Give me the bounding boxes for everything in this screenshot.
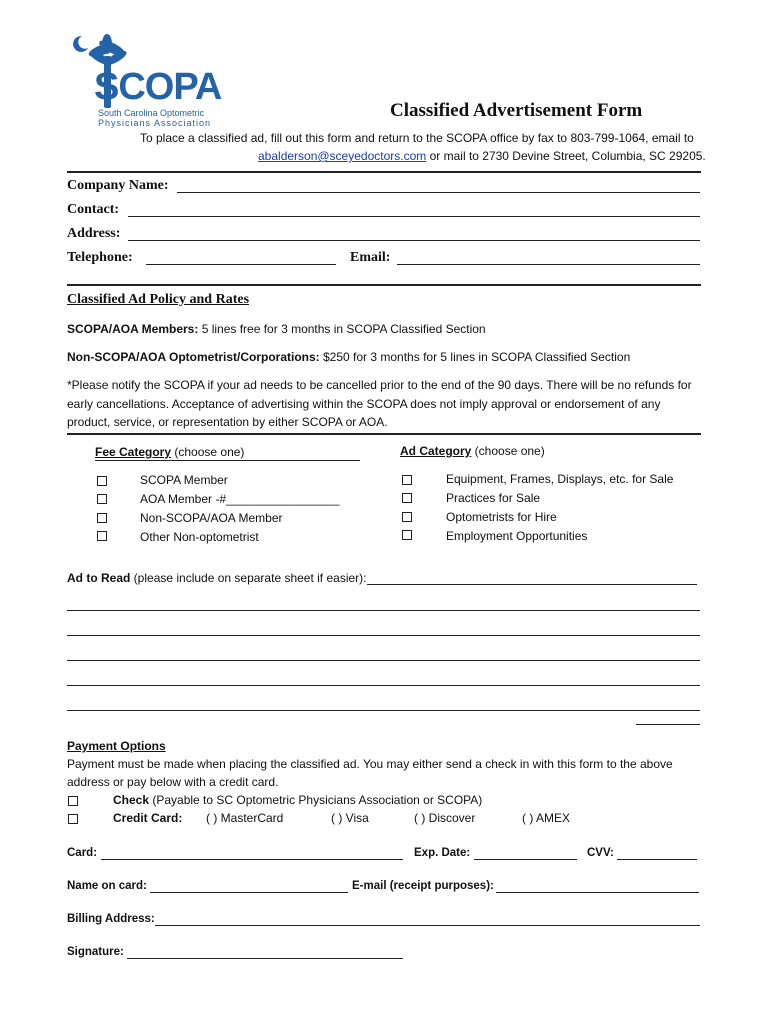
card-option-mastercard[interactable]: ( ) MasterCard [206, 811, 284, 825]
ad-text-line-2[interactable] [67, 635, 700, 636]
card-number-field[interactable] [101, 859, 403, 860]
fee-option-other: Other Non-optometrist [140, 530, 259, 544]
cvv-field[interactable] [617, 859, 697, 860]
company-name-field[interactable] [177, 192, 700, 193]
billing-address-field[interactable] [155, 925, 700, 926]
check-option [113, 793, 482, 807]
logo-acronym: SCOPA [94, 66, 222, 108]
fee-option-aoa: AOA Member -#_________________ [140, 492, 340, 506]
contact-field[interactable] [128, 216, 700, 217]
email-label: Email: [350, 250, 391, 265]
intro-line-2 [258, 149, 706, 163]
ad-text-line-3[interactable] [67, 660, 700, 661]
ad-checkbox-hire[interactable] [402, 512, 412, 522]
nonmembers-rate [67, 350, 630, 364]
telephone-label: Telephone: [67, 250, 133, 265]
card-option-amex[interactable]: ( ) AMEX [522, 811, 571, 825]
ad-checkbox-equipment[interactable] [402, 475, 412, 485]
payment-text-2: address or pay below with a credit card. [67, 775, 279, 789]
intro-line-2-rest: or mail to 2730 Devine Street, Columbia, SC 29205. [426, 149, 706, 163]
fee-checkbox-non-member[interactable] [97, 513, 107, 523]
receipt-email-label: E-mail (receipt purposes): [352, 880, 494, 892]
ad-category-heading [400, 444, 545, 458]
credit-card-label: Credit Card: [113, 811, 183, 825]
ad-category-hint: (choose one) [471, 444, 545, 458]
receipt-email-field[interactable] [496, 892, 699, 893]
contact-label: Contact: [67, 202, 120, 217]
email-field[interactable] [397, 264, 700, 265]
fee-checkbox-other[interactable] [97, 531, 107, 541]
logo-subtitle-1: South Carolina Optometric [98, 108, 205, 118]
credit-card-checkbox[interactable] [68, 814, 78, 824]
ad-checkbox-employment[interactable] [402, 530, 412, 540]
page-title: Classified Advertisement Form [390, 100, 643, 121]
company-name-label: Company Name: [67, 178, 169, 193]
fee-checkbox-aoa[interactable] [97, 494, 107, 504]
signature-label: Signature: [67, 946, 124, 958]
payment-text-1: Payment must be made when placing the classified ad. You may either send a check in with this form to the above [67, 757, 673, 771]
ad-option-employment: Employment Opportunities [446, 529, 588, 543]
telephone-field[interactable] [146, 264, 336, 265]
ad-to-read-title: Ad to Read [67, 571, 131, 585]
nonmembers-rate-label: Non-SCOPA/AOA Optometrist/Corporations: [67, 350, 320, 364]
exp-date-label: Exp. Date: [414, 847, 471, 859]
ad-to-read-hint: (please include on separate sheet if easier): [130, 571, 367, 585]
ad-text-line-4[interactable] [67, 685, 700, 686]
card-option-discover[interactable]: ( ) Discover [414, 811, 476, 825]
members-rate [67, 322, 486, 336]
policy-notice-2: early cancellations. Acceptance of advertising within the SCOPA does not imply approval or endorsement of any [67, 397, 661, 411]
card-number-label: Card: [67, 847, 98, 859]
ad-option-practices: Practices for Sale [446, 491, 541, 505]
ad-text-line-0[interactable] [367, 584, 697, 585]
ad-category-title: Ad Category [400, 444, 472, 458]
ad-option-equipment: Equipment, Frames, Displays, etc. for Sale [446, 472, 674, 486]
billing-address-label: Billing Address: [67, 913, 155, 925]
policy-notice-1: *Please notify the SCOPA if your ad needs to be cancelled prior to the end of the 90 days. There will be no refunds for [67, 378, 692, 392]
fee-category-hint: (choose one) [171, 445, 245, 459]
nonmembers-rate-text: $250 for 3 months for 5 lines in SCOPA Classified Section [319, 350, 631, 364]
fee-checkbox-scopa[interactable] [97, 476, 107, 486]
address-label: Address: [67, 226, 121, 241]
members-rate-label: SCOPA/AOA Members: [67, 322, 199, 336]
ad-option-hire: Optometrists for Hire [446, 510, 557, 524]
card-option-visa[interactable]: ( ) Visa [331, 811, 369, 825]
name-on-card-field[interactable] [150, 892, 348, 893]
fee-option-scopa: SCOPA Member [140, 473, 228, 487]
ad-text-line-6[interactable] [636, 724, 700, 725]
name-on-card-label: Name on card: [67, 880, 147, 892]
ad-text-line-1[interactable] [67, 610, 700, 611]
address-field[interactable] [128, 240, 700, 241]
exp-date-field[interactable] [474, 859, 577, 860]
fee-option-non-member: Non-SCOPA/AOA Member [140, 511, 283, 525]
scopa-logo [60, 28, 230, 128]
members-rate-text: 5 lines free for 3 months in SCOPA Classified Section [198, 322, 486, 336]
check-option-text: (Payable to SC Optometric Physicians Association or SCOPA) [149, 793, 483, 807]
intro-line-1: To place a classified ad, fill out this form and return to the SCOPA office by fax to 803-799-1064, email to [140, 131, 694, 145]
fee-category-heading [95, 445, 244, 459]
ad-checkbox-practices[interactable] [402, 493, 412, 503]
policy-divider [67, 433, 701, 435]
ad-to-read-label [67, 571, 366, 585]
check-checkbox[interactable] [68, 796, 78, 806]
header-divider [67, 171, 701, 173]
payment-heading: Payment Options [67, 739, 166, 753]
contact-divider [67, 284, 701, 286]
cvv-label: CVV: [587, 847, 614, 859]
policy-heading: Classified Ad Policy and Rates [67, 292, 250, 307]
policy-notice-3: product, service, or representation by either SCOPA or AOA. [67, 415, 388, 429]
fee-category-title: Fee Category [95, 445, 172, 459]
logo-subtitle-2: Physicians Association [98, 118, 212, 128]
intro-email-link[interactable]: abalderson@sceyedoctors.com [258, 149, 427, 163]
signature-field[interactable] [127, 958, 403, 959]
ad-text-line-5[interactable] [67, 710, 700, 711]
fee-category-underline [95, 460, 360, 461]
check-option-label: Check [113, 793, 150, 807]
